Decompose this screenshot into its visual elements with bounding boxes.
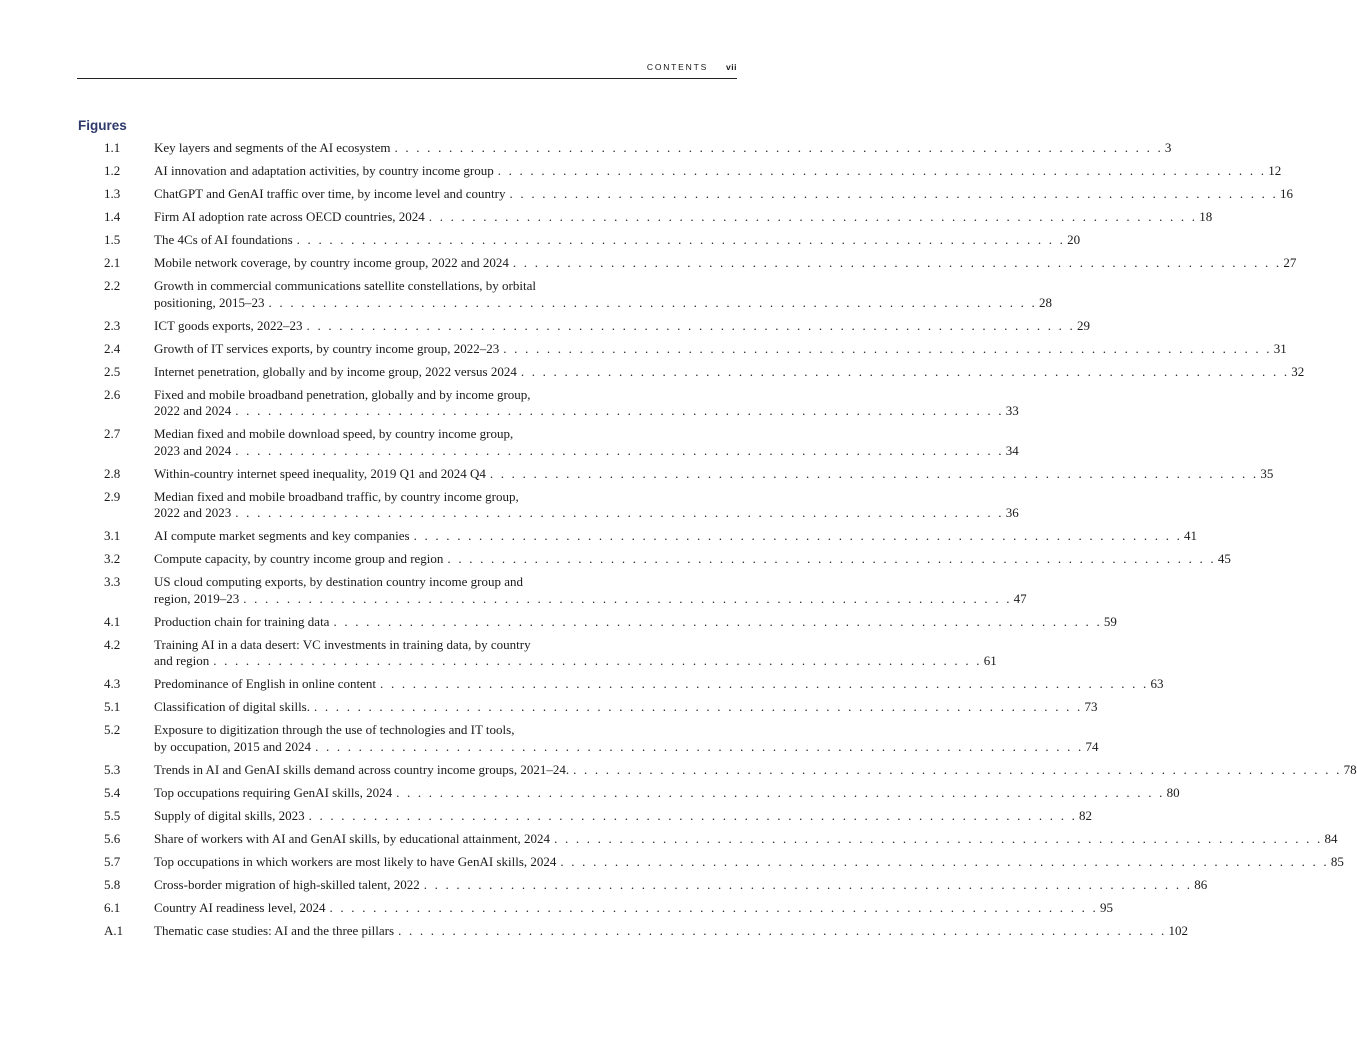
- toc-entry[interactable]: [78, 278, 1052, 318]
- figure-number: 1.1: [104, 140, 121, 155]
- page-number-ref: 80: [1166, 784, 1180, 800]
- page-number-ref: 63: [1150, 676, 1164, 691]
- toc-entry[interactable]: [78, 830, 1338, 854]
- entry-title: AI innovation and adaptation activities, by country income group: [154, 163, 494, 178]
- entry-text: [154, 761, 1357, 779]
- entry-last-line: [154, 465, 1274, 483]
- toc-entry[interactable]: [78, 255, 1297, 278]
- page-number-ref: 36: [1005, 505, 1019, 520]
- entry-title: Country AI readiness level, 2024: [154, 899, 326, 915]
- figure-number: 3.1: [104, 528, 121, 543]
- running-head-label: CONTENTS: [646, 62, 709, 72]
- entry-text: [154, 676, 1164, 693]
- entry-text: [154, 722, 1099, 755]
- entry-text: [154, 830, 1338, 848]
- entry-last-line: [154, 653, 997, 670]
- toc-entry[interactable]: [78, 551, 1231, 574]
- entry-title: Key layers and segments of the AI ecosystem: [154, 140, 391, 155]
- toc-entry[interactable]: [78, 163, 1282, 186]
- page-number-ref: 86: [1194, 876, 1208, 892]
- toc-entry[interactable]: [78, 209, 1213, 232]
- toc-entry[interactable]: [78, 528, 1198, 551]
- figure-number: 2.5: [104, 363, 121, 379]
- dot-leader: . . . . . . . . . . . . . . . . . . . . . . . . . . . . . . . . . . . . . . . . . . . . . . . . . . . . . . . . . . . . . . . . . . . . . . .: [423, 876, 1193, 892]
- entry-last-line: [154, 876, 1208, 894]
- entry-title: by occupation, 2015 and 2024: [154, 738, 312, 754]
- figure-number: 4.2: [104, 636, 121, 652]
- entry-title: ChatGPT and GenAI traffic over time, by income level and country: [154, 186, 506, 201]
- figure-number: 5.7: [104, 853, 121, 869]
- entry-title: region, 2019–23: [154, 590, 240, 606]
- entry-title-line: Median fixed and mobile download speed, by country income group,: [154, 426, 514, 441]
- entry-title-line: Median fixed and mobile broadband traffic, by country income group,: [154, 488, 519, 504]
- figure-number: 1.5: [104, 232, 121, 247]
- entry-last-line: [154, 613, 1117, 631]
- page-number-ref: 82: [1079, 807, 1093, 823]
- page-header: [77, 62, 737, 79]
- dot-leader: . . . . . . . . . . . . . . . . . . . . . . . . . . . . . . . . . . . . . . . . . . . . . . . . . . . . . . . . . . . . . . . . . . . . . . .: [560, 853, 1329, 869]
- page-number-ref: 32: [1291, 363, 1305, 379]
- dot-leader: . . . . . . . . . . . . . . . . . . . . . . . . . . . . . . . . . . . . . . . . . . . . . . . . . . . . . . . . . . . . . . . . . . . . . . .: [315, 738, 1084, 754]
- entry-last-line: [154, 442, 1019, 460]
- dot-leader: . . . . . . . . . . . . . . . . . . . . . . . . . . . . . . . . . . . . . . . . . . . . . . . . . . . . . . . . . . . . . . . . . . . . . . .: [329, 899, 1098, 915]
- dot-leader: . . . . . . . . . . . . . . . . . . . . . . . . . . . . . . . . . . . . . . . . . . . . . . . . . . . . . . . . . . . . . . . . . . . . . . .: [380, 676, 1149, 691]
- figure-number: 5.8: [104, 876, 121, 892]
- entry-title: AI compute market segments and key companies: [154, 528, 410, 543]
- entry-title: Growth of IT services exports, by country income group, 2022–23: [154, 340, 500, 356]
- entry-title: The 4Cs of AI foundations: [154, 232, 293, 247]
- entry-title-line: US cloud computing exports, by destination country income group and: [154, 574, 523, 589]
- toc-entry[interactable]: [78, 761, 1357, 785]
- dot-leader: . . . . . . . . . . . . . . . . . . . . . . . . . . . . . . . . . . . . . . . . . . . . . . . . . . . . . . . . . . . . . . . . . . . . . . .: [394, 140, 1163, 155]
- dot-leader: . . . . . . . . . . . . . . . . . . . . . . . . . . . . . . . . . . . . . . . . . . . . . . . . . . . . . . . . . . . . . . . . . . . . . . .: [306, 317, 1075, 333]
- entry-text: [154, 922, 1189, 940]
- dot-leader: . . . . . . . . . . . . . . . . . . . . . . . . . . . . . . . . . . . . . . . . . . . . . . . . . . . . . . . . . . . . . . . . . . . . . . .: [398, 922, 1167, 938]
- entry-title: Firm AI adoption rate across OECD countries, 2024: [154, 209, 425, 224]
- dot-leader: . . . . . . . . . . . . . . . . . . . . . . . . . . . . . . . . . . . . . . . . . . . . . . . . . . . . . . . . . . . . . . . . . . . . . . .: [296, 232, 1066, 247]
- page-number-ref: 27: [1283, 255, 1297, 270]
- page-number-ref: 45: [1217, 551, 1231, 566]
- entry-last-line: [154, 784, 1180, 802]
- entry-title: Top occupations requiring GenAI skills, 2024: [154, 784, 393, 800]
- entry-text: [154, 613, 1117, 631]
- entry-title-line: Fixed and mobile broadband penetration, globally and by income group,: [154, 386, 531, 402]
- entry-last-line: [154, 676, 1164, 693]
- entry-text: [154, 255, 1297, 272]
- entry-text: [154, 699, 1098, 716]
- dot-leader: . . . . . . . . . . . . . . . . . . . . . . . . . . . . . . . . . . . . . . . . . . . . . . . . . . . . . . . . . . . . . . . . . . . . . . .: [489, 465, 1259, 481]
- toc-entry[interactable]: [78, 676, 1164, 699]
- entry-last-line: [154, 590, 1027, 608]
- entry-title: Trends in AI and GenAI skills demand across country income groups, 2021–24.: [154, 761, 570, 777]
- running-head: [647, 62, 737, 73]
- toc-entry[interactable]: [78, 807, 1093, 831]
- page-number-ref: 16: [1279, 186, 1293, 201]
- toc-entry[interactable]: [78, 722, 1099, 762]
- entry-title: Mobile network coverage, by country income group, 2022 and 2024: [154, 255, 509, 270]
- entry-text: [154, 278, 1052, 311]
- figure-number: 2.3: [104, 317, 121, 333]
- entry-text: [154, 807, 1093, 825]
- entry-title: 2022 and 2023: [154, 505, 232, 520]
- dot-leader: . . . . . . . . . . . . . . . . . . . . . . . . . . . . . . . . . . . . . . . . . . . . . . . . . . . . . . . . . . . . . . . . . . . . . . .: [308, 807, 1078, 823]
- entry-title: ICT goods exports, 2022–23: [154, 317, 303, 333]
- page-number-ref: 28: [1038, 294, 1052, 310]
- entry-last-line: [154, 140, 1172, 157]
- entry-last-line: [154, 363, 1305, 381]
- figure-number: 4.1: [104, 613, 121, 629]
- dot-leader: . . . . . . . . . . . . . . . . . . . . . . . . . . . . . . . . . . . . . . . . . . . . . . . . . . . . . . . . . . . . . . . . . . . . . . .: [509, 186, 1278, 201]
- entry-text: [154, 209, 1213, 226]
- entry-last-line: [154, 294, 1052, 312]
- dot-leader: . . . . . . . . . . . . . . . . . . . . . . . . . . . . . . . . . . . . . . . . . . . . . . . . . . . . . . . . . . . . . . . . . . . . . . .: [396, 784, 1165, 800]
- entry-text: [154, 186, 1293, 203]
- dot-leader: . . . . . . . . . . . . . . . . . . . . . . . . . . . . . . . . . . . . . . . . . . . . . . . . . . . . . . . . . . . . . . . . . . . . . . .: [213, 653, 982, 668]
- toc-entry[interactable]: [78, 426, 1019, 466]
- toc-entry[interactable]: [78, 613, 1117, 637]
- toc-entry[interactable]: [78, 574, 1027, 614]
- figure-number: 2.9: [104, 488, 121, 504]
- page-number-ref: 3: [1164, 140, 1172, 155]
- entry-title: Predominance of English in online content: [154, 676, 377, 691]
- page-number-ref: 61: [983, 653, 997, 668]
- figure-number: 5.1: [104, 699, 121, 714]
- entry-title: Cross-border migration of high-skilled talent, 2022: [154, 876, 420, 892]
- toc-entry[interactable]: [78, 140, 1172, 163]
- page-number-ref: 18: [1199, 209, 1213, 224]
- entry-title-line: Exposure to digitization through the use of technologies and IT tools,: [154, 722, 515, 737]
- entry-title-line: Training AI in a data desert: VC investments in training data, by country: [154, 636, 531, 652]
- toc-entry[interactable]: [78, 853, 1344, 877]
- toc-entry[interactable]: [78, 363, 1305, 387]
- entry-text: [154, 317, 1090, 335]
- entry-title: Within-country internet speed inequality, 2019 Q1 and 2024 Q4: [154, 465, 486, 481]
- dot-leader: . . . . . . . . . . . . . . . . . . . . . . . . . . . . . . . . . . . . . . . . . . . . . . . . . . . . . . . . . . . . . . . . . . . . . . .: [428, 209, 1198, 224]
- entry-text: [154, 636, 997, 670]
- toc-entry[interactable]: [78, 232, 1081, 255]
- page-number-ref: 85: [1330, 853, 1344, 869]
- entry-last-line: [154, 738, 1099, 756]
- entry-text: [154, 363, 1305, 381]
- figure-number: 3.3: [104, 574, 121, 589]
- toc-entry[interactable]: [78, 784, 1180, 808]
- section-title: Figures: [78, 118, 127, 133]
- dot-leader: . . . . . . . . . . . . . . . . . . . . . . . . . . . . . . . . . . . . . . . . . . . . . . . . . . . . . . . . . . . . . . . . . . . . . . .: [268, 294, 1037, 310]
- dot-leader: . . . . . . . . . . . . . . . . . . . . . . . . . . . . . . . . . . . . . . . . . . . . . . . . . . . . . . . . . . . . . . . . . . . . . . .: [235, 403, 1004, 418]
- dot-leader: . . . . . . . . . . . . . . . . . . . . . . . . . . . . . . . . . . . . . . . . . . . . . . . . . . . . . . . . . . . . . . . . . . . . . . .: [235, 442, 1004, 458]
- figure-number: 5.3: [104, 761, 121, 777]
- page-number-ref: 84: [1324, 830, 1338, 846]
- entry-last-line: [154, 922, 1189, 940]
- entry-title: and region: [154, 653, 210, 668]
- entry-title: Share of workers with AI and GenAI skills, by educational attainment, 2024: [154, 830, 551, 846]
- entry-last-line: [154, 761, 1357, 779]
- entry-last-line: [154, 830, 1338, 848]
- entry-title: Thematic case studies: AI and the three pillars: [154, 922, 395, 938]
- toc-entry[interactable]: [78, 699, 1098, 722]
- page-number-ref: 35: [1260, 465, 1274, 481]
- figure-number: 1.3: [104, 186, 121, 201]
- figure-number: 3.2: [104, 551, 121, 566]
- figure-number: 5.4: [104, 784, 121, 800]
- toc-entry[interactable]: [78, 465, 1274, 489]
- entry-last-line: [154, 551, 1231, 568]
- figure-number: 2.1: [104, 255, 121, 270]
- figure-number: 1.2: [104, 163, 121, 178]
- page-number-ref: 47: [1013, 590, 1027, 606]
- page-number-ref: 78: [1343, 761, 1357, 777]
- figure-number: 2.7: [104, 426, 121, 441]
- figure-number: 4.3: [104, 676, 121, 691]
- toc-entry[interactable]: [78, 876, 1208, 900]
- page-number-ref: 73: [1084, 699, 1098, 714]
- figure-number: 1.4: [104, 209, 121, 224]
- dot-leader: . . . . . . . . . . . . . . . . . . . . . . . . . . . . . . . . . . . . . . . . . . . . . . . . . . . . . . . . . . . . . . . . . . . . . . .: [497, 163, 1267, 178]
- figure-number: 2.6: [104, 386, 121, 402]
- page-number-ref: 95: [1099, 899, 1113, 915]
- entry-text: [154, 426, 1019, 459]
- dot-leader: . . . . . . . . . . . . . . . . . . . . . . . . . . . . . . . . . . . . . . . . . . . . . . . . . . . . . . . . . . . . . . . . . . . . . . .: [503, 340, 1272, 356]
- dot-leader: . . . . . . . . . . . . . . . . . . . . . . . . . . . . . . . . . . . . . . . . . . . . . . . . . . . . . . . . . . . . . . . . . . . . . . .: [447, 551, 1216, 566]
- page-number-ref: 33: [1005, 403, 1019, 418]
- page-number-ref: 34: [1005, 442, 1019, 458]
- entry-last-line: [154, 186, 1293, 203]
- figure-number: 2.8: [104, 465, 121, 481]
- entry-last-line: [154, 899, 1113, 917]
- dot-leader: . . . . . . . . . . . . . . . . . . . . . . . . . . . . . . . . . . . . . . . . . . . . . . . . . . . . . . . . . . . . . . . . . . . . . . .: [243, 590, 1012, 606]
- page-number-ref: 20: [1067, 232, 1081, 247]
- entry-title: Production chain for training data: [154, 613, 330, 629]
- entry-last-line: [154, 255, 1297, 272]
- entry-last-line: [154, 853, 1344, 871]
- entry-last-line: [154, 699, 1098, 716]
- toc-entry[interactable]: [78, 186, 1293, 209]
- figure-number: 5.2: [104, 722, 121, 737]
- page-number-ref: 102: [1168, 922, 1189, 938]
- dot-leader: . . . . . . . . . . . . . . . . . . . . . . . . . . . . . . . . . . . . . . . . . . . . . . . . . . . . . . . . . . . . . . . . . . . . . . .: [512, 255, 1282, 270]
- dot-leader: . . . . . . . . . . . . . . . . . . . . . . . . . . . . . . . . . . . . . . . . . . . . . . . . . . . . . . . . . . . . . . . . . . . . . . .: [333, 613, 1102, 629]
- entry-last-line: [154, 340, 1287, 358]
- toc-entry[interactable]: [78, 386, 1019, 427]
- figure-number: 5.5: [104, 807, 121, 823]
- entry-text: [154, 574, 1027, 607]
- entry-last-line: [154, 232, 1081, 249]
- dot-leader: . . . . . . . . . . . . . . . . . . . . . . . . . . . . . . . . . . . . . . . . . . . . . . . . . . . . . . . . . . . . . . . . . . . . . . .: [573, 761, 1342, 777]
- page-number-ref: 12: [1268, 163, 1282, 178]
- page-number-ref: 59: [1103, 613, 1117, 629]
- dot-leader: . . . . . . . . . . . . . . . . . . . . . . . . . . . . . . . . . . . . . . . . . . . . . . . . . . . . . . . . . . . . . . . . . . . . . . .: [314, 699, 1083, 714]
- entry-text: [154, 163, 1282, 180]
- entry-last-line: [154, 403, 1019, 420]
- entry-text: [154, 551, 1231, 568]
- entry-text: [154, 899, 1113, 917]
- page-number-ref: 31: [1273, 340, 1287, 356]
- toc-entry[interactable]: [78, 488, 1019, 529]
- entry-text: [154, 488, 1019, 522]
- figure-number: A.1: [104, 922, 124, 938]
- entry-last-line: [154, 163, 1282, 180]
- entry-title-line: Growth in commercial communications satellite constellations, by orbital: [154, 278, 536, 293]
- figure-number: 2.2: [104, 278, 121, 293]
- toc-entry[interactable]: [78, 899, 1113, 923]
- entry-text: [154, 465, 1274, 483]
- entry-text: [154, 876, 1208, 894]
- entry-text: [154, 232, 1081, 249]
- entry-last-line: [154, 209, 1213, 226]
- dot-leader: . . . . . . . . . . . . . . . . . . . . . . . . . . . . . . . . . . . . . . . . . . . . . . . . . . . . . . . . . . . . . . . . . . . . . . .: [235, 505, 1004, 520]
- toc-entry[interactable]: [78, 317, 1090, 341]
- dot-leader: . . . . . . . . . . . . . . . . . . . . . . . . . . . . . . . . . . . . . . . . . . . . . . . . . . . . . . . . . . . . . . . . . . . . . . .: [554, 830, 1323, 846]
- figure-number: 2.4: [104, 340, 121, 356]
- entry-title: Internet penetration, globally and by income group, 2022 versus 2024: [154, 363, 517, 379]
- figures-list: [78, 140, 1357, 946]
- figure-number: 6.1: [104, 899, 121, 915]
- toc-entry[interactable]: [78, 340, 1287, 364]
- dot-leader: . . . . . . . . . . . . . . . . . . . . . . . . . . . . . . . . . . . . . . . . . . . . . . . . . . . . . . . . . . . . . . . . . . . . . . .: [520, 363, 1290, 379]
- page-number: vii: [726, 62, 737, 72]
- entry-title: Classification of digital skills.: [154, 699, 310, 714]
- entry-text: [154, 386, 1019, 420]
- entry-last-line: [154, 317, 1090, 335]
- page-number-ref: 41: [1184, 528, 1198, 543]
- entry-text: [154, 140, 1172, 157]
- entry-title: 2022 and 2024: [154, 403, 232, 418]
- toc-entry[interactable]: [78, 922, 1189, 946]
- entry-text: [154, 784, 1180, 802]
- entry-last-line: [154, 807, 1093, 825]
- toc-entry[interactable]: [78, 636, 997, 677]
- entry-title: positioning, 2015–23: [154, 294, 265, 310]
- entry-title: Compute capacity, by country income group and region: [154, 551, 444, 566]
- entry-last-line: [154, 505, 1019, 522]
- entry-text: [154, 853, 1344, 871]
- entry-title: 2023 and 2024: [154, 442, 232, 458]
- figure-number: 5.6: [104, 830, 121, 846]
- entry-title: Supply of digital skills, 2023: [154, 807, 305, 823]
- entry-title: Top occupations in which workers are most likely to have GenAI skills, 2024: [154, 853, 557, 869]
- page-number-ref: 29: [1077, 317, 1090, 333]
- entry-last-line: [154, 528, 1198, 545]
- page-number-ref: 74: [1085, 738, 1099, 754]
- entry-text: [154, 340, 1287, 358]
- entry-text: [154, 528, 1198, 545]
- dot-leader: . . . . . . . . . . . . . . . . . . . . . . . . . . . . . . . . . . . . . . . . . . . . . . . . . . . . . . . . . . . . . . . . . . . . . . .: [413, 528, 1183, 543]
